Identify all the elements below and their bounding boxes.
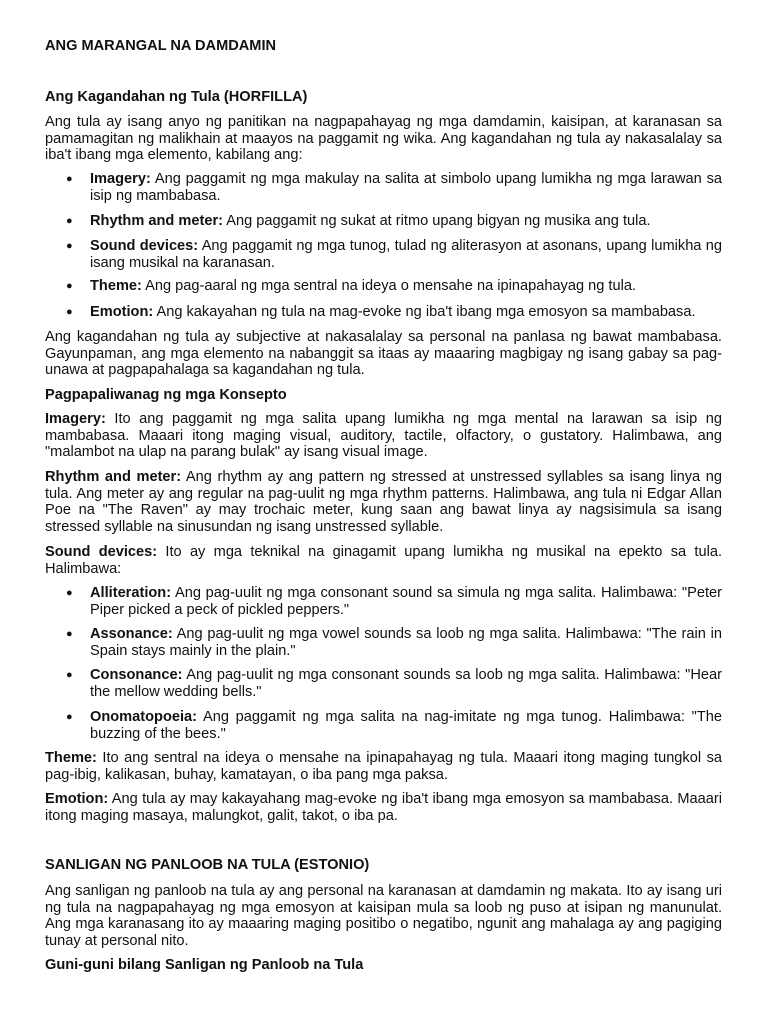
document-title: ANG MARANGAL NA DAMDAMIN (45, 38, 277, 54)
bullet-icon: ● (66, 306, 73, 318)
closing-paragraph: Ang kagandahan ng tula ay subjective at nakasalalay sa personal na panlasa ng bawat mambabasa. Gayunpaman, ang mga elemento na nabanggit sa itaas ay maaaring magbigay ng isang gabay sa pag-unawa at pagpapahalaga sa kagandahan ng tula. (45, 329, 722, 379)
paragraph-theme: Theme: Ito ang sentral na ideya o mensahe na ipinapahayag ng tula. Maaari itong maging tungkol sa pag-ibig, kalikasan, buhay, kamatayan, o iba pang mga paksa. (45, 750, 722, 783)
subheading-guni-guni: Guni-guni bilang Sanligan ng Panloob na Tula (45, 957, 364, 973)
list-item-rhythm: ● Rhythm and meter: Ang paggamit ng sukat at ritmo upang bigyan ng musika ang tula. (66, 213, 651, 229)
list-item-consonance: ● Consonance: Ang pag-uulit ng mga consonant sounds sa loob ng mga salita. Halimbawa: "Hear the mellow wedding bells." (66, 667, 722, 700)
list-item-sound: ● Sound devices: Ang paggamit ng mga tunog, tulad ng aliterasyon at asonans, upang lumikha ng isang musikal na karanasan. (66, 238, 723, 271)
bullet-icon: ● (66, 587, 73, 599)
list-item-theme: ● Theme: Ang pag-aaral ng mga sentral na ideya o mensahe na ipinapahayag ng tula. (66, 278, 637, 294)
bullet-icon: ● (66, 173, 73, 185)
paragraph-sanligan: Ang sanligan ng panloob na tula ay ang personal na karanasan at damdamin ng makata. Ito ay isang uri ng tula na nagpapahayag ng mga emosyon at kaisipan mula sa loob ng puso at isipan ng manunulat. Ang mga karanasang ito ay maaaring maging positibo o negatibo, ngunit ang mahalaga ay ang pagiging tunay at personal nito. (45, 883, 722, 949)
bullet-icon: ● (66, 240, 73, 252)
section-heading-sanligan: SANLIGAN NG PANLOOB NA TULA (ESTONIO) (45, 857, 370, 873)
bullet-icon: ● (66, 280, 73, 292)
intro-paragraph: Ang tula ay isang anyo ng panitikan na nagpapahayag ng mga damdamin, kaisipan, at karanasan sa pamamagitan ng malikhain at maayos na paggamit ng wika. Ang kagandahan ng tula ay nakasalalay sa iba't ibang mga elemento, kabilang ang: (45, 114, 722, 164)
paragraph-sound-devices: Sound devices: Ito ay mga teknikal na ginagamit upang lumikha ng musikal na epekto sa tula. Halimbawa: (45, 544, 722, 577)
section-heading-kagandahan: Ang Kagandahan ng Tula (HORFILLA) (45, 89, 308, 105)
list-item-onomatopoeia: ● Onomatopoeia: Ang paggamit ng mga salita na nag-imitate ng mga tunog. Halimbawa: "The buzzing of the bees." (66, 709, 722, 742)
list-item-emotion: ● Emotion: Ang kakayahan ng tula na mag-evoke ng iba't ibang mga emosyon sa mambabasa. (66, 304, 696, 320)
paragraph-emotion: Emotion: Ang tula ay may kakayahang mag-evoke ng iba't ibang mga emosyon sa mambabasa. Maaari itong maging masaya, malungkot, galit, takot, o iba pa. (45, 791, 722, 824)
list-item-imagery: ● Imagery: Ang paggamit ng mga makulay na salita at simbolo upang lumikha ng mga larawan sa isip ng mambabasa. (66, 171, 722, 204)
list-item-assonance: ● Assonance: Ang pag-uulit ng mga vowel sounds sa loob ng mga salita. Halimbawa: "The rain in Spain stays mainly in the plain." (66, 626, 722, 659)
list-item-alliteration: ● Alliteration: Ang pag-uulit ng mga consonant sound sa simula ng mga salita. Halimbawa: "Peter Piper picked a peck of pickled peppers." (66, 585, 722, 618)
bullet-icon: ● (66, 628, 73, 640)
section-heading-konsepto: Pagpapaliwanag ng mga Konsepto (45, 387, 287, 403)
paragraph-rhythm: Rhythm and meter: Ang rhythm ay ang pattern ng stressed at unstressed syllables sa isang linya ng tula. Ang meter ay ang regular na pag-uulit ng mga rhythm patterns. Halimbawa, ang tula ni Edgar Allan Poe na "The Raven" ay may trochaic meter, kung saan ang bawat linya ay nagsisimula sa isang stressed syllable na sinusundan ng isang unstressed syllable. (45, 469, 723, 535)
bullet-icon: ● (66, 711, 73, 723)
bullet-icon: ● (66, 669, 73, 681)
bullet-icon: ● (66, 215, 73, 227)
paragraph-imagery: Imagery: Ito ang paggamit ng mga salita upang lumikha ng mga mental na larawan sa isip ng mambabasa. Maaari itong maging visual, auditory, tactile, olfactory, o gustatory. Halimbawa, ang "malambot na ulap na parang bulak" ay isang visual image. (45, 411, 722, 461)
